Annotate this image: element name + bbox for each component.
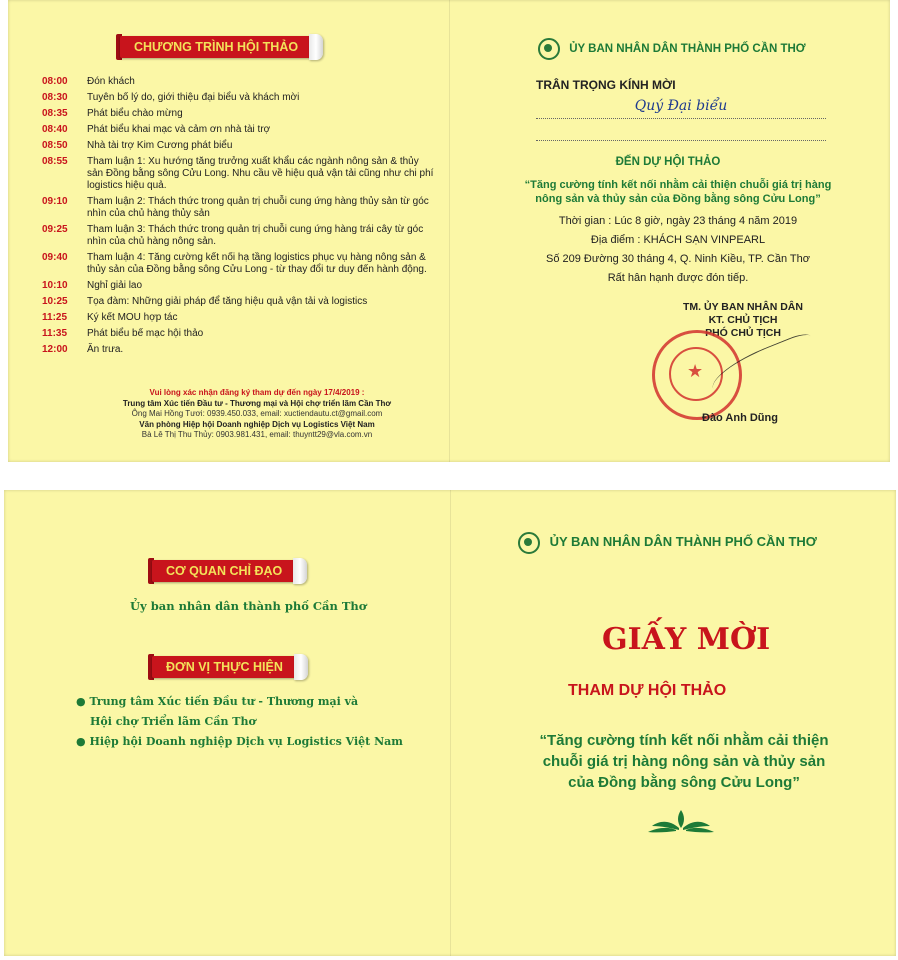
schedule-item (42, 196, 434, 220)
schedule-activity: Tuyên bố lý do, giới thiệu đại biểu và khách mời (87, 92, 300, 103)
schedule-item (42, 76, 434, 88)
schedule-activity: Phát biểu bế mạc hội thảo (87, 328, 204, 339)
schedule-activity: Tham luận 2: Thách thức trong quản trị chuỗi cung ứng hàng thủy sản từ góc nhìn của chủ hàng thủy sản (87, 196, 429, 219)
schedule-time: 09:10 (42, 196, 68, 207)
schedule-activity: Ký kết MOU hợp tác (87, 312, 178, 323)
committee-header (538, 38, 806, 60)
event-title-line: “Tăng cường tính kết nối nhằm cải thiện chuỗi giá trị hàng (524, 179, 832, 191)
contact-info (92, 388, 422, 441)
schedule-item (42, 296, 434, 308)
schedule-time: 08:00 (42, 76, 68, 87)
invitation-title: GIẤY MỜI (602, 622, 771, 657)
sign-title-1: TM. ỦY BAN NHÂN DÂN (683, 301, 803, 313)
contact-person-1: Ông Mai Hồng Tươi: 0939.450.033, email: xuctiendautu.ct@gmail.com (131, 409, 383, 418)
schedule-activity: Phát biểu khai mạc và cảm ơn nhà tài trợ (87, 124, 271, 135)
implementing-units-banner (148, 656, 308, 678)
schedule-item (42, 124, 434, 136)
welcome-note: Rất hân hạnh được đón tiếp. (607, 272, 749, 284)
event-title-quote (484, 730, 884, 793)
contact-org-1: Trung tâm Xúc tiến Đầu tư - Thương mại và Hội chợ triển lãm Cần Thơ (122, 398, 392, 408)
schedule-time: 11:25 (42, 312, 68, 323)
contact-org-2: Văn phòng Hiệp hội Doanh nghiệp Dịch vụ Logistics Việt Nam (139, 419, 375, 429)
attend-heading: ĐẾN DỰ HỘI THẢO (615, 156, 721, 168)
schedule-activity: Nhà tài trợ Kim Cương phát biểu (87, 140, 233, 151)
schedule-item (42, 328, 434, 340)
schedule-item (42, 252, 434, 276)
sign-title-3: PHÓ CHỦ TỊCH (705, 327, 781, 339)
unit-2: Hiệp hội Doanh nghiệp Dịch vụ Logistics Việt Nam (89, 735, 403, 748)
schedule-time: 08:55 (42, 156, 68, 167)
directing-agency-banner (148, 560, 307, 582)
schedule-time: 08:50 (42, 140, 68, 151)
quote-line: chuỗi giá trị hàng nông sản và thủy sản (542, 753, 826, 770)
schedule-activity: Nghỉ giải lao (87, 280, 143, 291)
schedule-activity: Tham luận 1: Xu hướng tăng trưởng xuất khẩu các ngành nông sản & thủy sản Đồng bằng sông Cửu Long. Nhu cầu về hiệu quả vận tải cũng như chi phí logistics hiệu quả. (87, 156, 434, 191)
event-title-line: nông sản và thủy sản của Đồng bằng sông Cửu Long” (535, 193, 821, 205)
scroll-curl-icon (293, 558, 307, 584)
schedule-item (42, 280, 434, 292)
lotus-ornament-icon (646, 808, 716, 834)
program-banner (116, 36, 323, 58)
quote-line: của Đồng bằng sông Cửu Long” (568, 774, 800, 791)
schedule-item (42, 344, 434, 356)
schedule-time: 08:35 (42, 108, 68, 119)
invitation-inner-page (8, 0, 890, 462)
signer-name: Đào Anh Dũng (702, 412, 778, 424)
committee-header-text: ỦY BAN NHÂN DÂN THÀNH PHỐ CẦN THƠ (569, 43, 806, 56)
schedule-activity: Phát biểu chào mừng (87, 108, 183, 119)
event-time: Thời gian : Lúc 8 giờ, ngày 23 tháng 4 năm 2019 (558, 215, 798, 227)
schedule-item (42, 108, 434, 120)
schedule-activity: Tham luận 4: Tăng cường kết nối hạ tầng logistics phục vụ hàng nông sản & thủy sản của Đồng bằng sông Cửu Long - từ thay đổi tư duy đến hành động. (87, 252, 427, 275)
implementing-units-banner-label: ĐƠN VỊ THỰC HIỆN (152, 656, 297, 678)
schedule-time: 08:30 (42, 92, 68, 103)
schedule-item (42, 156, 434, 192)
city-emblem-icon (538, 38, 560, 60)
fold-line (450, 490, 451, 956)
event-title (488, 178, 868, 206)
invitation-cover-page (4, 490, 896, 956)
schedule-time: 09:25 (42, 224, 68, 235)
schedule-activity: Tọa đàm: Những giải pháp để tăng hiệu quả vận tải và logistics (87, 296, 368, 307)
schedule-time: 11:35 (42, 328, 68, 339)
schedule-time: 10:25 (42, 296, 68, 307)
program-banner-label: CHƯƠNG TRÌNH HỘI THẢO (120, 36, 312, 58)
unit-1-line-2: Hội chợ Triển lãm Cần Thơ (90, 715, 256, 728)
event-place: Địa điểm : KHÁCH SẠN VINPEARL (590, 234, 766, 246)
schedule-time: 09:40 (42, 252, 68, 263)
implementing-units-list (76, 692, 403, 752)
invite-text: TRÂN TRỌNG KÍNH MỜI (536, 78, 676, 92)
schedule-time: 12:00 (42, 344, 68, 355)
directing-agency-banner-label: CƠ QUAN CHỈ ĐẠO (152, 560, 296, 582)
committee-header (518, 532, 817, 554)
contact-title: Vui lòng xác nhận đăng ký tham dự đến ngày 17/4/2019 : (149, 388, 365, 397)
dotted-line (536, 118, 826, 119)
schedule-time: 10:10 (42, 280, 68, 291)
schedule-item (42, 224, 434, 248)
schedule-item (42, 92, 434, 104)
sign-title-2: KT. CHỦ TỊCH (708, 314, 778, 326)
schedule-list (42, 76, 434, 360)
guest-name: Quý Đại biểu (634, 98, 728, 114)
committee-header-text: ỦY BAN NHÂN DÂN THÀNH PHỐ CẦN THƠ (549, 534, 817, 550)
event-details (488, 212, 868, 288)
dotted-line (536, 140, 826, 141)
list-item: ● Hiệp hội Doanh nghiệp Dịch vụ Logistics Việt Nam (76, 735, 403, 748)
quote-line: “Tăng cường tính kết nối nhằm cải thiện (539, 732, 829, 749)
fold-line (449, 0, 450, 462)
event-address: Số 209 Đường 30 tháng 4, Q. Ninh Kiều, TP. Cần Thơ (546, 253, 810, 265)
schedule-activity: Ăn trưa. (87, 344, 124, 355)
schedule-activity: Đón khách (87, 76, 135, 87)
contact-person-2: Bà Lê Thị Thu Thủy: 0903.981.431, email: thuyntt29@vla.com.vn (141, 430, 373, 439)
invitation-subtitle: THAM DỰ HỘI THẢO (568, 682, 727, 699)
city-emblem-icon (518, 532, 540, 554)
schedule-item (42, 140, 434, 152)
scroll-curl-icon (294, 654, 308, 680)
schedule-time: 08:40 (42, 124, 68, 135)
unit-1-line-1: Trung tâm Xúc tiến Đầu tư - Thương mại và (89, 695, 359, 708)
schedule-activity: Tham luận 3: Thách thức trong quản trị chuỗi cung ứng hàng trái cây từ góc nhìn của chủ hàng nông sản. (87, 224, 424, 247)
directing-agency: Ủy ban nhân dân thành phố Cần Thơ (130, 599, 367, 613)
list-item: ● Trung tâm Xúc tiến Đầu tư - Thương mại và (76, 695, 359, 708)
schedule-item (42, 312, 434, 324)
scroll-curl-icon (309, 34, 323, 60)
